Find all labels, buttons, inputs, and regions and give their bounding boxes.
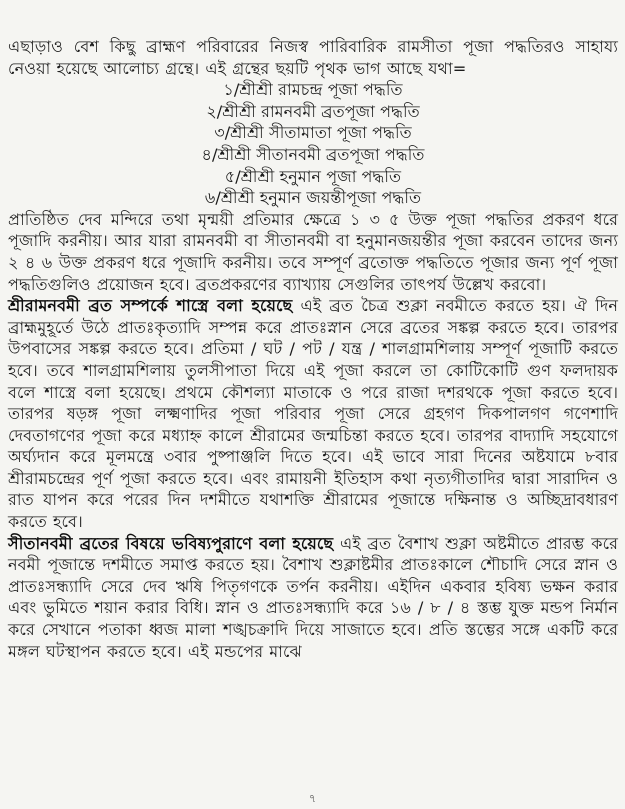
ramnavami-body: এই ব্রত চৈত্র শুক্লা নবমীতে করতে হয়। ঐ দিন ব্রাহ্মমুহূর্তে উঠে প্রাতঃকৃত্যাদি সম্পন্ন করে প্রাতঃস্নান সেরে ব্রতের সঙ্কল্প করতে হবে। তারপর উপবাসের সঙ্কল্প করতে হবে। প্রতিমা / ঘট / পট / যন্ত্র / শালগ্রামশিলায় সম্পূর্ণ পূজাটি করতে হবে। তবে শালগ্রামশিলায় তুলসীপাতা দিয়ে এই পূজা করলে তা কোটিকোটি গুণ ফলদায়ক বলে শাস্ত্রে বলা হয়েছে। প্রথমে কৌশল্যা মাতাকে ও পরে রাজা দশরথকে পূজা করতে হবে। তারপর ষড়ঙ্গ পূজা লক্ষ্মণাদির পূজা পরিবার পূজা সেরে গ্রহগণ দিকপালগণ গণেশাদি দেবতাগণের পূজা করে মধ্যাহ্ন কালে শ্রীরামের জন্মচিন্তা করতে হবে। তারপর বাদ্যাদি সহযোগে অর্ঘ্যদান করে মূলমন্ত্রে ৩বার পুষ্পাঞ্জলি দিতে হবে। এই ভাবে সারা দিনের অষ্টযামে ৮বার শ্রীরামচন্দ্রের পূর্ণ পূজা করতে হবে। এবং রামায়নী ইতিহাস কথা নৃত্যগীতাদির দ্বারা সারাদিন ও রাত যাপন করে পরের দিন দশমীতে যথাশক্তি শ্রীরামের পূজান্তে দক্ষিনান্ত ও অচ্ছিদ্রাবধারণ করতে হবে। <box>8 296 619 532</box>
page-number: ৭ <box>308 792 317 805</box>
section-item: ৬/শ্রীশ্রী হনুমান জয়ন্তীপূজা পদ্ধতি <box>204 188 422 208</box>
intro-paragraph: এছাড়াও বেশ কিছু ব্রাহ্মণ পরিবারের নিজস্ব পারিবারিক রামসীতা পূজা পদ্ধতিরও সাহায্য নেওয়া হয়েছে আলোচ্য গ্রন্থে। এই গ্রন্থের ছয়টি পৃথক ভাগ আছে যথা= <box>8 37 618 78</box>
usage-paragraph: প্রাতিষ্ঠিত দেব মন্দিরে তথা মৃন্ময়ী প্রতিমার ক্ষেত্রে ১ ৩ ৫ উক্ত পূজা পদ্ধতির প্রকরণ ধরে পূজাদি করনীয়। আর যারা রামনবমী বা সীতানবমী বা হনুমানজয়ন্তীর পূজা করবেন তাদের জন্য ২ ৪ ৬ উক্ত প্রকরণ ধরে পূজাদি করনীয়। তবে সম্পূর্ণ ব্রতোক্ত পদ্ধতিতে পূজার জন্য পূর্ণ পূজা পদ্ধতিগুলিও প্রয়োজন হবে। ব্রতপ্রকরণের ব্যাখ্যায় সেগুলির তাৎপর্য উল্লেখ করবো। <box>8 209 618 294</box>
section-item: ১/শ্রীশ্রী রামচন্দ্র পূজা পদ্ধতি <box>223 80 403 100</box>
sitanavami-lead: সীতানবমী ব্রতের বিষয়ে ভবিষ্যপুরাণে বলা হয়েছে <box>8 533 334 553</box>
ramnavami-paragraph <box>8 295 618 533</box>
section-list <box>8 79 618 209</box>
sitanavami-body: এই ব্রত বৈশাখ শুক্লা অষ্টমীতে প্রারম্ভ করে নবমী পূজান্তে দশমীতে সমাপ্ত করতে হয়। বৈশাখ শুক্লাষ্টমীর প্রাতঃকালে শৌচাদি সেরে স্নান ও প্রাতঃসন্ধ্যাদি সেরে দেব ঋষি পিতৃগণকে তর্পন করনীয়। এইদিন একবার হবিষ্য ভক্ষন করার এবং ভুমিতে শয়ান করার বিধি। স্নান ও প্রাতঃসন্ধ্যাদি করে ১৬ / ৮ / ৪ স্তম্ভ যুক্ত মন্ডপ নির্মান করে সেখানে পতাকা ধ্বজ মালা শঙ্খচক্রাদি দিয়ে সাজাতে হবে। প্রতি স্তম্ভের সঙ্গে একটি করে মঙ্গল ঘটস্থাপন করতে হবে। এই মন্ডপের মাঝে <box>8 533 618 661</box>
document-page <box>8 36 618 662</box>
section-item: ২/শ্রীশ্রী রামনবমী ব্রতপূজা পদ্ধতি <box>206 101 420 121</box>
ramnavami-lead: শ্রীরামনবমী ব্রত সম্পর্কে শাস্ত্রে বলা হয়েছে <box>8 296 293 316</box>
section-item: ৫/শ্রীশ্রী হনুমান পূজা পদ্ধতি <box>224 166 402 186</box>
section-item: ৪/শ্রীশ্রী সীতানবমী ব্রতপূজা পদ্ধতি <box>201 144 425 164</box>
sitanavami-paragraph <box>8 533 618 663</box>
section-item: ৩/শ্রীশ্রী সীতামাতা পূজা পদ্ধতি <box>214 123 412 143</box>
